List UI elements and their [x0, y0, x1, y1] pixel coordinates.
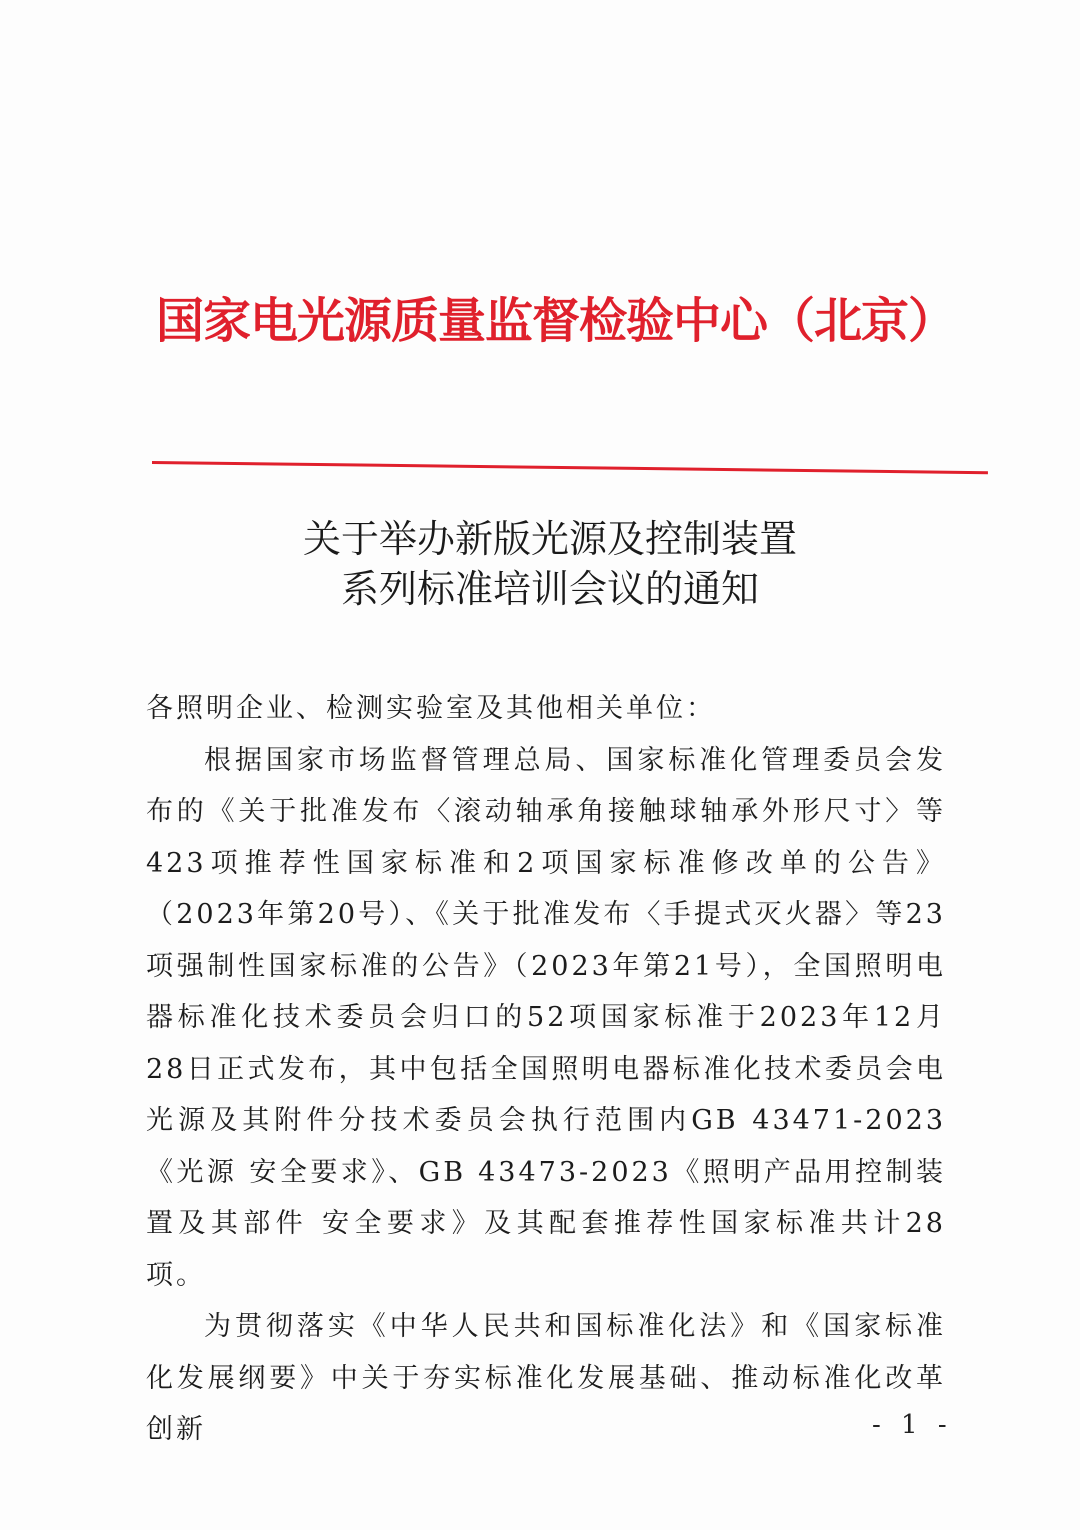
notice-title	[100, 514, 1000, 614]
body-paragraph-1: 根据国家市场监督管理总局、国家标准化管理委员会发布的《关于批准发布〈滚动轴承角接触球轴承外形尺寸〉等423项推荐性国家标准和2项国家标准修改单的公告》（2023年第20号）、《关于批准发布〈手提式灭火器〉等23项强制性国家标准的公告》（2023年第21号），全国照明电器标准化技术委员会归口的52项国家标准于2023年12月28日正式发布，其中包括全国照明电器标准化技术委员会电光源及其附件分技术委员会执行范围内GB 43471-2023《光源 安全要求》、GB 43473-2023《照明产品用控制装置及其部件 安全要求》及其配套推荐性国家标准共计28项。	[146, 744, 946, 1291]
notice-title-line-1: 关于举办新版光源及控制装置	[302, 517, 797, 561]
red-divider-line	[152, 461, 988, 474]
notice-title-line-2: 系列标准培训会议的通知	[340, 567, 759, 611]
body-paragraph-2: 为贯彻落实《中华人民共和国标准化法》和《国家标准化发展纲要》中关于夯实标准化发展基础、推动标准化改革创新	[146, 1311, 946, 1445]
addressee: 各照明企业、检测实验室及其他相关单位：	[146, 693, 716, 724]
notice-body	[146, 683, 946, 1456]
page-number: - 1 -	[872, 1410, 953, 1440]
organization-header: 国家电光源质量监督检验中心（北京）	[156, 293, 956, 349]
